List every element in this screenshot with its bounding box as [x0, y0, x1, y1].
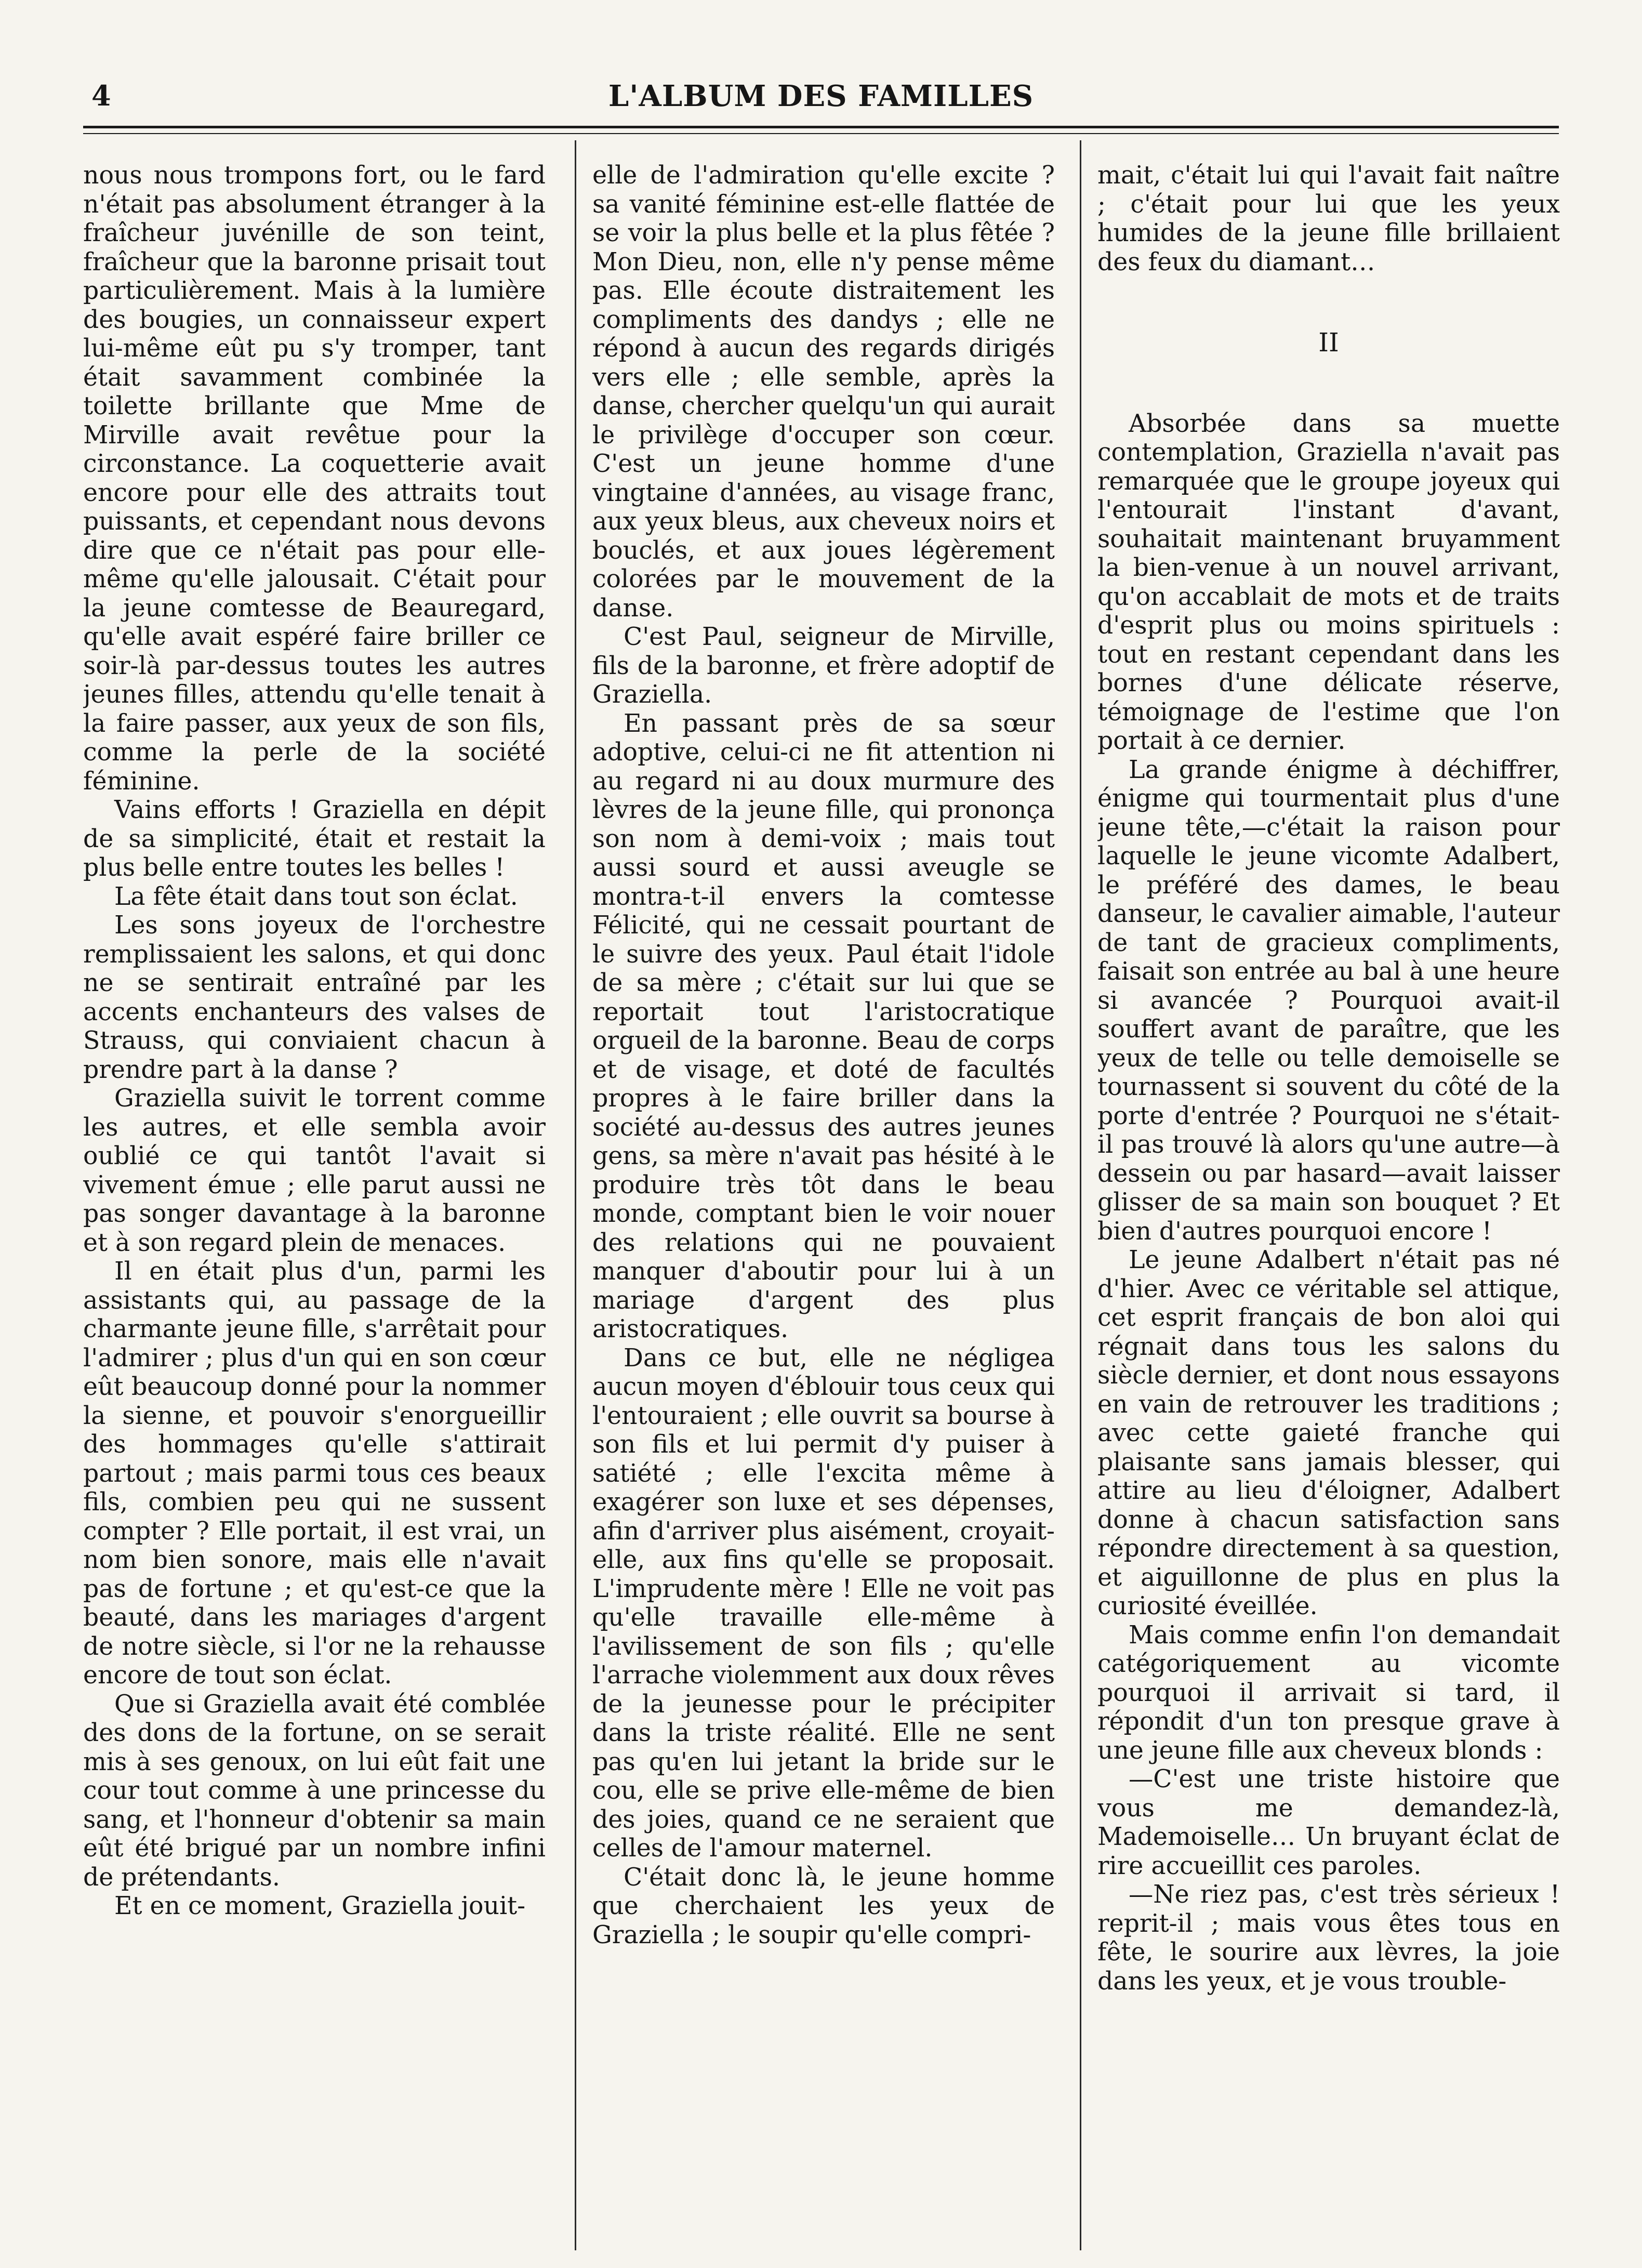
- page-header: [83, 72, 1559, 118]
- column-separator: [575, 140, 576, 2250]
- column-separator: [1080, 140, 1081, 2250]
- header-rule-thick: [83, 126, 1559, 128]
- paragraph: —Ne riez pas, c'est très sérieux ! reprit-il ; mais vous êtes tous en fête, le sourire aux lèvres, la joie dans les yeux, et je vous trouble-: [1097, 1880, 1560, 1996]
- paragraph: Vains efforts ! Graziella en dépit de sa simplicité, était et restait la plus belle entre toutes les belles !: [83, 796, 546, 882]
- text-column-1: [83, 161, 546, 2240]
- text-column-2: [592, 161, 1055, 2240]
- paragraph: —C'est une triste histoire que vous me demandez-là, Mademoiselle… Un bruyant éclat de rire accueillit ces paroles.: [1097, 1765, 1560, 1880]
- paragraph: Il en était plus d'un, parmi les assistants qui, au passage de la charmante jeune fille, s'arrêtait pour l'admirer ; plus d'un qui en son cœur eût beaucoup donné pour la nommer la sienne, et pouvoir s'enorgueillir des hommages qu'elle s'attirait partout ; mais parmi tous ces beaux fils, combien peu qui ne sussent compter ? Elle portait, il est vrai, un nom bien sonore, mais elle n'avait pas de fortune ; et qu'est-ce que la beauté, dans les mariages d'argent de notre siècle, si l'or ne la rehausse encore de tout son éclat.: [83, 1257, 546, 1690]
- paragraph: Le jeune Adalbert n'était pas né d'hier. Avec ce véritable sel attique, cet esprit français de bon aloi qui régnait dans tous les salons du siècle dernier, et dont nous essayons en vain de retrouver les traditions ; avec cette gaieté franche qui plaisante sans jamais blesser, qui attire au lieu d'éloigner, Adalbert donne à chacun satisfaction sans répondre directement à sa question, et aiguillonne de plus en plus la curiosité éveillée.: [1097, 1246, 1560, 1620]
- paragraph: Que si Graziella avait été comblée des dons de la fortune, on se serait mis à ses genoux, on lui eût fait une cour tout comme à une princesse du sang, et l'honneur d'obtenir sa main eût été brigué par un nombre infini de prétendants.: [83, 1690, 546, 1892]
- text-column-3: [1097, 161, 1560, 2240]
- paragraph: Et en ce moment, Graziella jouit-: [114, 1892, 526, 1920]
- paragraph: Absorbée dans sa muette contemplation, Graziella n'avait pas remarquée que le groupe joyeux qui l'entourait l'instant d'avant, souhaitait maintenant bruyamment la bien-venue à un nouvel arrivant, qu'on accablait de mots et de traits d'esprit plus ou moins spirituels : tout en restant cependant dans les bornes d'une délicate réserve, témoignage de l'estime que l'on portait à ce dernier.: [1097, 409, 1560, 755]
- paragraph: La grande énigme à déchiffrer, énigme qui tourmentait plus d'une jeune tête,—c'était la raison pour laquelle le jeune vicomte Adalbert, le préféré des dames, le beau danseur, le cavalier aimable, l'auteur de tant de gracieux compliments, faisait son entrée au bal à une heure si avancée ? Pourquoi avait-il souffert avant de paraître, que les yeux de telle ou telle demoiselle se tournassent si souvent du côté de la porte d'entrée ? Pourquoi ne s'était-il pas trouvé là alors qu'une autre—à dessein ou par hasard—avait laisser glisser de sa main son bouquet ? Et bien d'autres pourquoi encore !: [1097, 755, 1560, 1246]
- paragraph: En passant près de sa sœur adoptive, celui-ci ne fit attention ni au regard ni au doux murmure des lèvres de la jeune fille, qui prononça son nom à demi-voix ; mais tout aussi sourd et aussi aveugle se montra-t-il envers la comtesse Félicité, qui ne cessait pourtant de le suivre des yeux. Paul était l'idole de sa mère ; c'était sur lui que se reportait tout l'aristocratique orgueil de la baronne. Beau de corps et de visage, et doté de facultés propres à le faire briller dans la société au-dessus des autres jeunes gens, sa mère n'avait pas hésité à le produire très tôt dans le beau monde, comptant bien le voir nouer des relations qui ne pouvaient manquer d'aboutir pour lui à un mariage d'argent des plus aristocratiques.: [592, 709, 1055, 1343]
- page-number: 4: [91, 79, 111, 112]
- paragraph: elle de l'admiration qu'elle excite ? sa vanité féminine est-elle flattée de se voir la plus belle et la plus fêtée ? Mon Dieu, non, elle n'y pense même pas. Elle écoute distraitement les compliments des dandys ; elle ne répond à aucun des regards dirigés vers elle ; elle semble, après la danse, chercher quelqu'un qui aurait le privilège d'occuper son cœur. C'est un jeune homme d'une vingtaine d'années, au visage franc, aux yeux bleus, aux cheveux noirs et bouclés, et aux joues légèrement colorées par le mouvement de la danse.: [592, 161, 1055, 623]
- paragraph: mait, c'était lui qui l'avait fait naître ; c'était pour lui que les yeux humides de la jeune fille brillaient des feux du diamant…: [1097, 161, 1560, 276]
- paragraph: Mais comme enfin l'on demandait catégoriquement au vicomte pourquoi il arrivait si tard, il répondit d'un ton presque grave à une jeune fille aux cheveux blonds :: [1097, 1620, 1560, 1765]
- header-rule-thin: [83, 133, 1559, 134]
- paragraph: Les sons joyeux de l'orchestre remplissaient les salons, et qui donc ne se sentirait entraîné par les accents enchanteurs des valses de Strauss, qui conviaient chacun à prendre part à la danse ?: [83, 911, 546, 1084]
- section-heading: II: [1318, 327, 1339, 358]
- publication-title: L'ALBUM DES FAMILLES: [608, 79, 1034, 113]
- paragraph: Graziella suivit le torrent comme les autres, et elle sembla avoir oublié ce qui tantôt l'avait si vivement émue ; elle parut aussi ne pas songer davantage à la baronne et à son regard plein de menaces.: [83, 1084, 546, 1257]
- paragraph: C'était donc là, le jeune homme que cherchaient les yeux de Graziella ; le soupir qu'elle compri-: [592, 1863, 1055, 1949]
- paragraph: nous nous trompons fort, ou le fard n'était pas absolument étranger à la fraîcheur juvénille de son teint, fraîcheur que la baronne prisait tout particulièrement. Mais à la lumière des bougies, un connaisseur expert lui-même eût pu s'y tromper, tant était savamment combinée la toilette brillante que Mme de Mirville avait revêtue pour la circonstance. La coquetterie avait encore pour elle des attraits tout puissants, et cependant nous devons dire que ce n'était pas pour elle-même qu'elle jalousait. C'était pour la jeune comtesse de Beauregard, qu'elle avait espéré faire briller ce soir-là par-dessus toutes les autres jeunes filles, attendu qu'elle tenait à la faire passer, aux yeux de son fils, comme la perle de la société féminine.: [83, 161, 546, 796]
- paragraph: C'est Paul, seigneur de Mirville, fils de la baronne, et frère adoptif de Graziella.: [592, 623, 1055, 709]
- paragraph: La fête était dans tout son éclat.: [114, 882, 518, 911]
- paragraph: Dans ce but, elle ne négligea aucun moyen d'éblouir tous ceux qui l'entouraient ; elle ouvrit sa bourse à son fils et lui permit d'y puiser à satiété ; elle l'excita même à exagérer son luxe et ses dépenses, afin d'arriver plus aisément, croyait-elle, aux fins qu'elle se proposait. L'imprudente mère ! Elle ne voit pas qu'elle travaille elle-même à l'avilissement de son fils ; qu'elle l'arrache violemment aux doux rêves de la jeunesse pour le précipiter dans la triste réalité. Elle ne sent pas qu'en lui jetant la bride sur le cou, elle se prive elle-même de bien des joies, quand ce ne seraient que celles de l'amour maternel.: [592, 1343, 1055, 1863]
